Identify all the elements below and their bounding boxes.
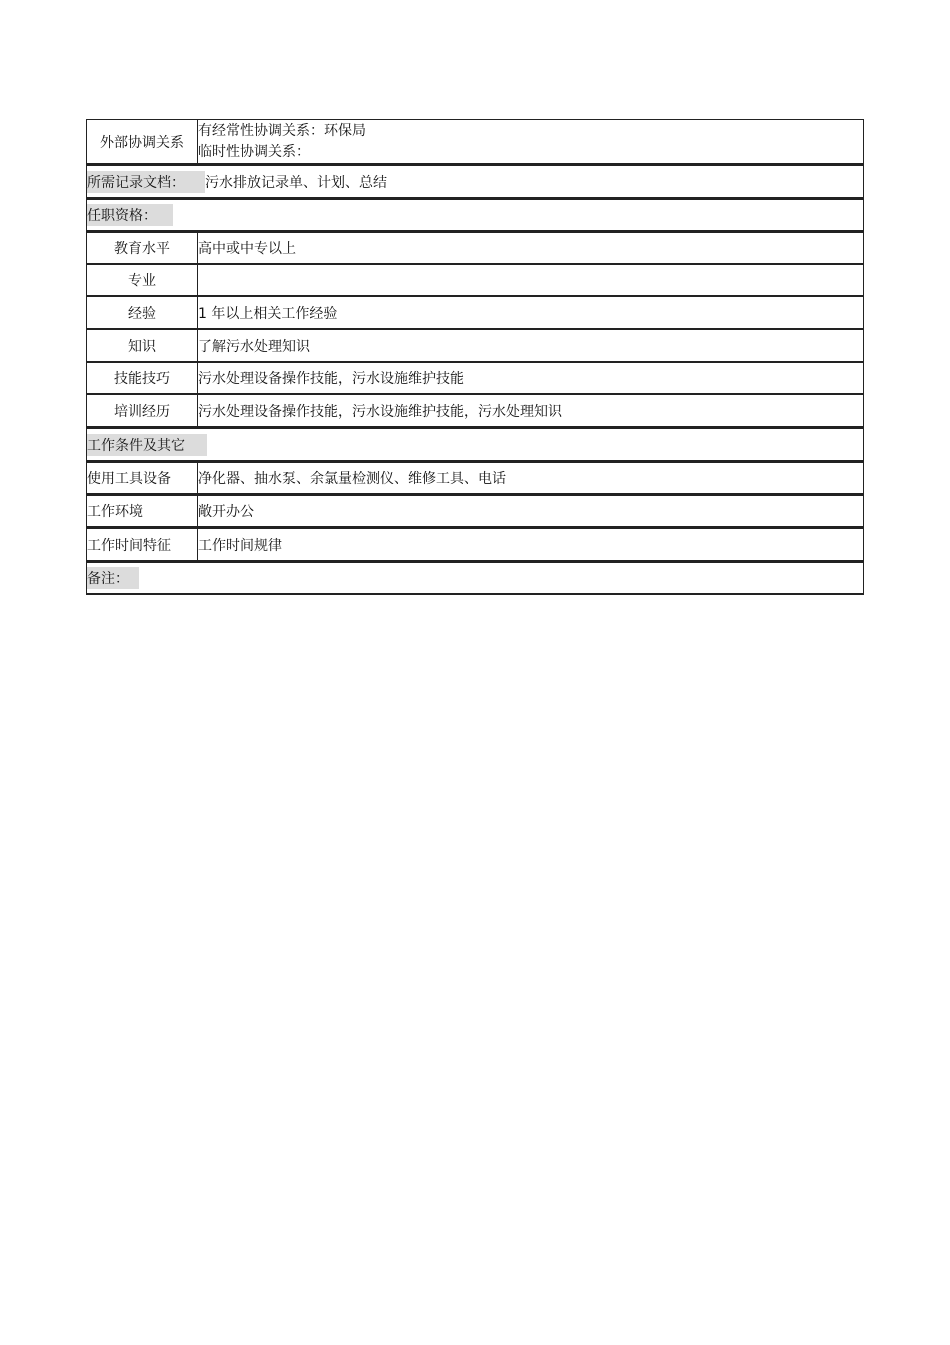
qualification-value: 污水处理设备操作技能，污水设施维护技能，污水处理知识	[197, 395, 863, 426]
records-row	[86, 164, 864, 198]
regular-coordination-text: 有经常性协调关系：环保局	[198, 122, 366, 139]
condition-label: 工作时间特征	[87, 537, 171, 554]
qualifications-header-row	[86, 198, 864, 231]
remarks-row	[86, 561, 864, 595]
qualification-label: 知识	[128, 338, 156, 355]
qualification-row	[86, 329, 864, 362]
remarks-label: 备注：	[87, 567, 139, 589]
qualification-label: 经验	[128, 305, 156, 322]
records-value: 污水排放记录单、计划、总结	[205, 174, 387, 191]
qualification-label: 培训经历	[114, 403, 170, 420]
qualification-row	[86, 231, 864, 264]
qualification-value: 了解污水处理知识	[197, 330, 863, 361]
external-coordination-label: 外部协调关系	[100, 134, 184, 151]
qualification-row	[86, 362, 864, 394]
job-description-table	[86, 119, 864, 595]
condition-row	[86, 494, 864, 527]
condition-value: 工作时间规律	[197, 529, 863, 560]
condition-label: 工作环境	[87, 504, 143, 520]
conditions-header: 工作条件及其它	[87, 434, 207, 456]
records-label: 所需记录文档：	[87, 171, 205, 193]
qualification-label: 教育水平	[114, 241, 170, 257]
condition-value: 净化器、抽水泵、余氯量检测仪、维修工具、电话	[197, 463, 863, 493]
qualification-row	[86, 264, 864, 296]
external-coordination-row	[86, 119, 864, 164]
condition-row	[86, 461, 864, 494]
qualification-value: 污水处理设备操作技能，污水设施维护技能	[197, 363, 863, 393]
qualification-value: 高中或中专以上	[197, 233, 863, 263]
qualification-label: 专业	[128, 273, 156, 289]
condition-label: 使用工具设备	[87, 471, 171, 487]
qualification-row	[86, 394, 864, 427]
temporary-coordination-text: 临时性协调关系：	[198, 143, 310, 160]
external-coordination-value	[197, 120, 863, 163]
qualifications-header: 任职资格：	[87, 204, 173, 226]
qualification-row	[86, 296, 864, 329]
condition-row	[86, 527, 864, 561]
condition-value: 敞开办公	[197, 496, 863, 526]
qualification-value	[197, 265, 863, 295]
qualifications-header-cell	[87, 200, 863, 230]
remarks-cell	[87, 563, 863, 593]
records-cell	[87, 166, 863, 197]
qualification-label: 技能技巧	[114, 371, 170, 387]
qualification-value: 1 年以上相关工作经验	[197, 297, 863, 328]
conditions-header-cell	[87, 429, 863, 460]
conditions-header-row	[86, 427, 864, 461]
